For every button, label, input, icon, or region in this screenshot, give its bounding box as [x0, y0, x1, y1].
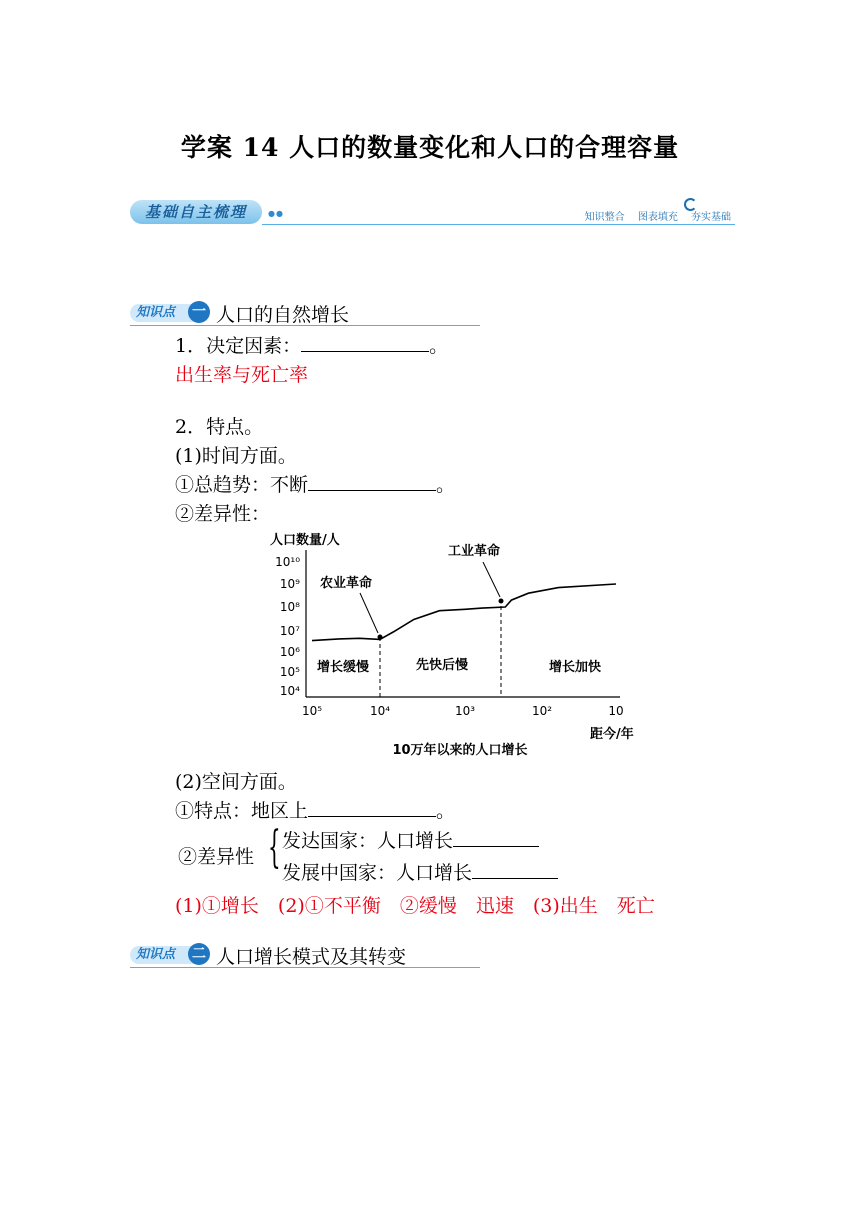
y-axis-label: 人口数量/人	[270, 533, 340, 548]
knowledge-point-2-header	[130, 942, 480, 968]
annotation-industrial: 工业革命	[448, 544, 501, 559]
answer-blank[interactable]	[472, 860, 558, 879]
kp-title: 人口增长模式及其转变	[216, 946, 407, 968]
kp-badge: 知识点	[130, 304, 206, 322]
x-tick-label: 10⁴	[369, 704, 391, 718]
answer-blank[interactable]	[453, 828, 539, 847]
developing-line	[282, 858, 558, 885]
question-2-2: (2)空间方面。	[175, 771, 297, 793]
kp-underline	[130, 325, 480, 326]
agri-pointer	[360, 593, 378, 633]
difference-label: ②差异性：	[175, 503, 271, 525]
developing-text: 发展中国家：人口增长	[282, 862, 473, 884]
x-tick-label: 10³	[454, 704, 476, 718]
trend-line	[175, 470, 455, 497]
kp-badge: 知识点	[130, 946, 206, 964]
annotation-agricultural: 农业革命	[320, 576, 373, 591]
question-2: 2．特点。	[175, 416, 264, 438]
question-1-text: 1．决定因素：	[175, 335, 302, 357]
banner-divider	[262, 224, 735, 225]
answer-blank[interactable]	[308, 472, 436, 491]
difference-2-label: ②差异性	[178, 846, 255, 868]
population-line	[312, 584, 616, 641]
dots-icon: ●●	[268, 209, 284, 218]
industrial-point	[499, 599, 504, 604]
trend-text: ①总趋势：不断	[175, 474, 309, 496]
kp-number: 一	[188, 301, 210, 323]
y-tick-label: 10⁹	[279, 577, 300, 591]
spatial-text: ①特点：地区上	[175, 800, 309, 822]
banner-label: 基础自主梳理	[130, 200, 262, 224]
period-fast-then-slow: 先快后慢	[415, 658, 469, 673]
punct: 。	[436, 474, 456, 496]
y-tick-label: 10⁵	[279, 665, 300, 679]
ind-pointer	[483, 562, 500, 597]
kp-underline	[130, 967, 480, 968]
kp-title: 人口的自然增长	[216, 304, 350, 326]
x-axis-label: 距今/年	[590, 727, 634, 742]
spatial-line	[175, 796, 455, 823]
y-tick-label: 10⁴	[279, 684, 300, 698]
period-slow: 增长缓慢	[316, 660, 370, 675]
y-tick-label: 10¹⁰	[275, 555, 300, 569]
question-2-1: (1)时间方面。	[175, 445, 297, 467]
punct: 。	[436, 800, 456, 822]
kp-number: 二	[188, 943, 210, 965]
x-tick-label: 10	[608, 704, 624, 718]
section-banner	[130, 198, 735, 228]
question-1	[175, 331, 448, 358]
developed-line	[282, 826, 539, 853]
answer-2: (1)①增长 (2)①不平衡 ②缓慢 迅速 (3)出生 死亡	[175, 895, 655, 917]
y-tick-label: 10⁸	[279, 600, 300, 614]
punct: 。	[429, 335, 449, 357]
agricultural-point	[378, 635, 383, 640]
developed-text: 发达国家：人口增长	[282, 830, 454, 852]
x-tick-label: 10⁵	[301, 704, 323, 718]
x-tick-label: 10²	[531, 704, 553, 718]
answer-blank[interactable]	[301, 333, 429, 352]
brace-icon: {	[268, 822, 281, 873]
knowledge-point-1-header	[130, 300, 480, 326]
period-accelerating: 增长加快	[548, 660, 602, 675]
chart-title: 10万年以来的人口增长	[392, 743, 528, 758]
population-chart	[260, 525, 640, 765]
answer-1: 出生率与死亡率	[175, 364, 309, 386]
page-title: 学案 14 人口的数量变化和人口的合理容量	[180, 133, 680, 162]
answer-blank[interactable]	[308, 798, 436, 817]
y-tick-label: 10⁷	[279, 624, 300, 638]
banner-subtitle: 知识整合 图表填充 夯实基础	[584, 212, 731, 223]
y-tick-label: 10⁶	[279, 645, 300, 659]
